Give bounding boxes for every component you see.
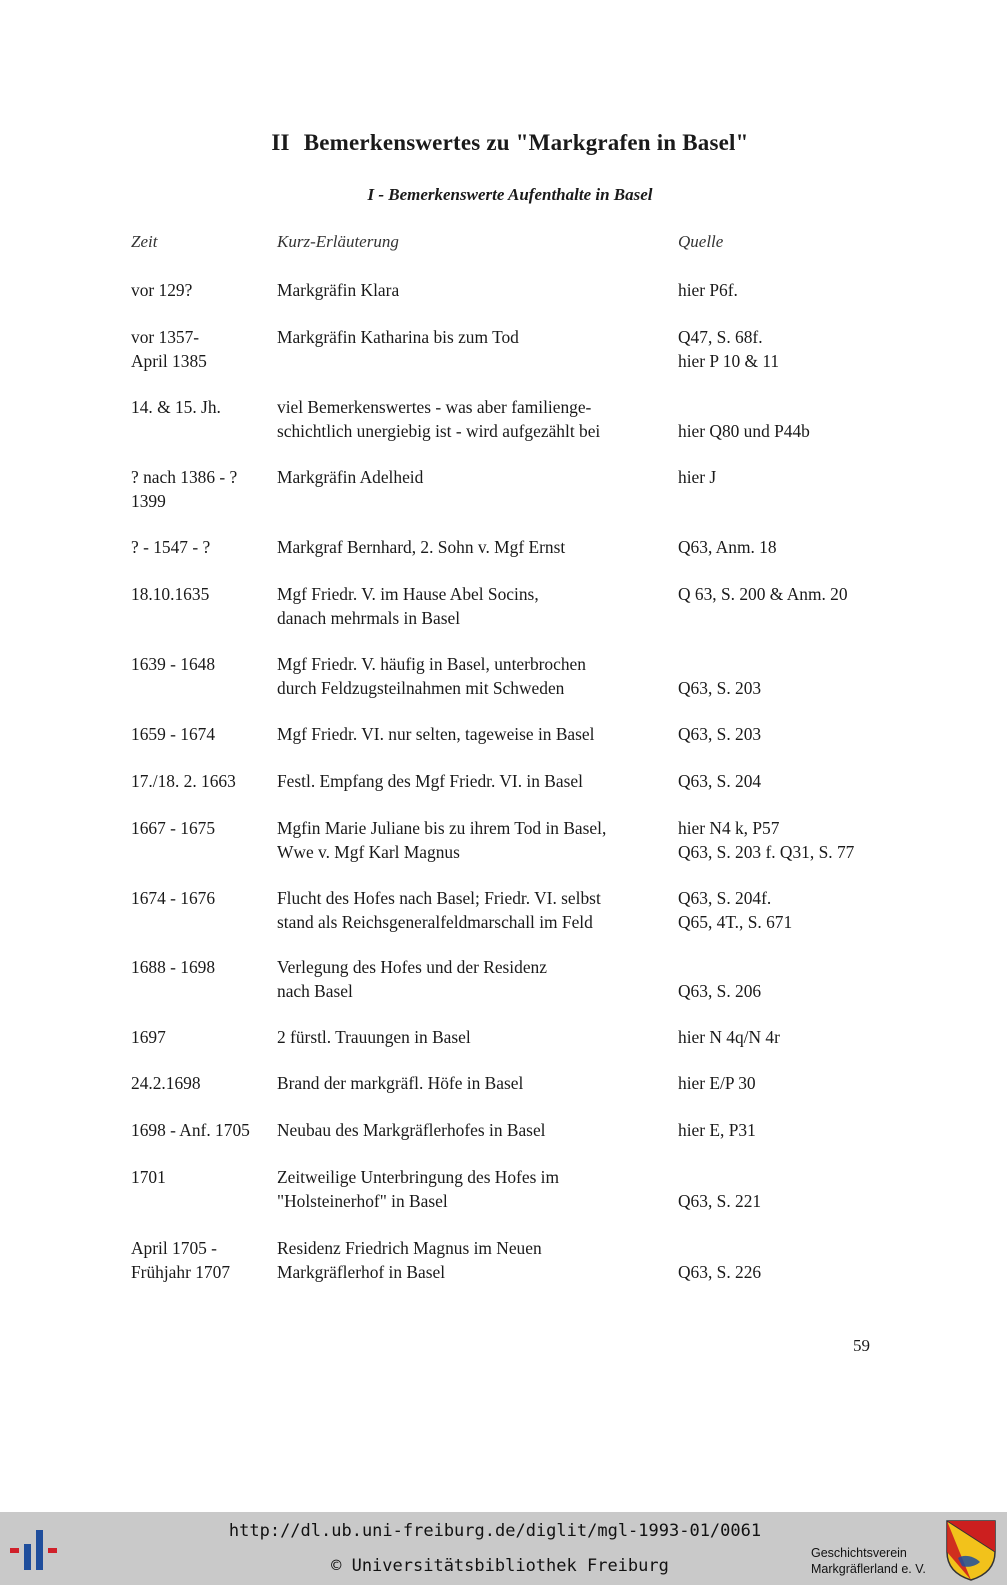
- page-number: 59: [853, 1336, 870, 1355]
- cell-erlaeuterung-line: durch Feldzugsteilnahmen mit Schweden: [277, 677, 565, 698]
- cell-zeit: [131, 396, 221, 420]
- cell-erlaeuterung: [277, 1072, 523, 1096]
- cell-quelle: [678, 956, 761, 1003]
- cell-zeit-line: 24.2.1698: [131, 1073, 201, 1093]
- cell-quelle-line: hier P6f.: [678, 280, 738, 300]
- cell-erlaeuterung-line: Markgräfin Klara: [277, 280, 400, 300]
- cell-quelle-line: Q63, S. 204: [678, 771, 762, 791]
- cell-zeit: [131, 1072, 201, 1096]
- cell-erlaeuterung: [277, 887, 601, 934]
- cell-erlaeuterung-line: Residenz Friedrich Magnus im Neuen: [277, 1238, 542, 1258]
- cell-erlaeuterung-line: Mgf Friedr. VI. nur selten, tageweise in Basel: [277, 724, 595, 744]
- cell-zeit-line: 1698 - Anf. 1705: [131, 1120, 250, 1140]
- cell-quelle: [678, 770, 761, 794]
- cell-quelle: [678, 279, 738, 303]
- cell-erlaeuterung-line: Mgf Friedr. V. im Hause Abel Socins,: [277, 584, 539, 604]
- cell-erlaeuterung: [277, 956, 547, 1003]
- cell-erlaeuterung: [277, 536, 565, 560]
- cell-quelle: [678, 887, 792, 934]
- cell-erlaeuterung-line: Mgf Friedr. V. häufig in Basel, unterbrochen: [277, 654, 586, 674]
- cell-zeit-line: ? nach 1386 - ?: [131, 467, 238, 487]
- cell-quelle-line: [678, 956, 761, 980]
- cell-zeit-line: 18.10.1635: [131, 584, 210, 604]
- cell-quelle: [678, 583, 848, 607]
- cell-quelle-line: [678, 1237, 761, 1261]
- cell-zeit: [131, 326, 207, 373]
- cell-quelle-line: Q63, S. 206: [678, 980, 762, 1001]
- cell-erlaeuterung: [277, 1166, 559, 1213]
- cell-quelle: [678, 1119, 756, 1143]
- cell-quelle-line: hier P 10 & 11: [678, 350, 780, 371]
- cell-erlaeuterung-line: Markgräfin Katharina bis zum Tod: [277, 327, 519, 347]
- cell-zeit: [131, 466, 237, 513]
- cell-erlaeuterung-line: viel Bemerkenswertes - was aber familienge-: [277, 397, 592, 417]
- cell-quelle-line: hier E, P31: [678, 1120, 756, 1140]
- cell-erlaeuterung-line: nach Basel: [277, 980, 353, 1001]
- cell-quelle-line: hier E/P 30: [678, 1073, 756, 1093]
- cell-erlaeuterung-line: stand als Reichsgeneralfeldmarschall im Feld: [277, 911, 593, 932]
- cell-erlaeuterung: [277, 583, 539, 630]
- header-erlaeuterung: Kurz-Erläuterung: [277, 232, 399, 251]
- cell-erlaeuterung-line: danach mehrmals in Basel: [277, 607, 461, 628]
- cell-erlaeuterung-line: Wwe v. Mgf Karl Magnus: [277, 841, 460, 862]
- footer-bar: [0, 1512, 1007, 1585]
- cell-erlaeuterung: [277, 279, 399, 303]
- cell-quelle: [678, 326, 779, 373]
- cell-erlaeuterung: [277, 723, 594, 747]
- cell-erlaeuterung: [277, 326, 519, 350]
- cell-zeit: [131, 1237, 230, 1284]
- footer-url[interactable]: http://dl.ub.uni-freiburg.de/diglit/mgl-1993-01/0061: [228, 1521, 762, 1541]
- cell-quelle: [678, 723, 761, 747]
- cell-quelle: [678, 817, 854, 864]
- cell-quelle: [678, 1026, 780, 1050]
- cell-quelle-line: [678, 396, 810, 420]
- cell-zeit-line: Frühjahr 1707: [131, 1261, 231, 1282]
- cell-zeit: [131, 279, 192, 303]
- cell-erlaeuterung-line: Zeitweilige Unterbringung des Hofes im: [277, 1167, 560, 1187]
- cell-erlaeuterung: [277, 653, 586, 700]
- page-title: [0, 130, 1007, 156]
- cell-erlaeuterung: [277, 1026, 471, 1050]
- cell-erlaeuterung-line: Markgräfin Adelheid: [277, 467, 424, 487]
- cell-zeit-line: 1697: [131, 1027, 166, 1047]
- cell-zeit: [131, 956, 215, 980]
- cell-zeit: [131, 1119, 250, 1143]
- cell-zeit-line: vor 129?: [131, 280, 193, 300]
- cell-zeit-line: 1639 - 1648: [131, 654, 216, 674]
- cell-quelle: [678, 1166, 761, 1213]
- cell-erlaeuterung-line: 2 fürstl. Trauungen in Basel: [277, 1027, 471, 1047]
- cell-zeit: [131, 583, 209, 607]
- cell-zeit-line: April 1705 -: [131, 1238, 217, 1258]
- cell-zeit: [131, 1166, 166, 1190]
- cell-quelle-line: Q63, Anm. 18: [678, 537, 777, 557]
- cell-erlaeuterung-line: "Holsteinerhof" in Basel: [277, 1190, 448, 1211]
- cell-zeit-line: 1701: [131, 1167, 166, 1187]
- title-text: Bemerkenswertes zu "Markgrafen in Basel": [303, 130, 749, 155]
- cell-zeit: [131, 817, 215, 841]
- cell-erlaeuterung-line: Neubau des Markgräflerhofes in Basel: [277, 1120, 546, 1140]
- cell-erlaeuterung: [277, 770, 583, 794]
- cell-quelle-line: hier J: [678, 467, 717, 487]
- cell-zeit-line: vor 1357-: [131, 327, 200, 347]
- cell-quelle-line: Q 63, S. 200 & Anm. 20: [678, 584, 848, 604]
- footer-society: [811, 1545, 926, 1577]
- cell-quelle: [678, 466, 716, 490]
- cell-quelle-line: [678, 1166, 761, 1190]
- cell-zeit: [131, 887, 215, 911]
- cell-quelle-line: Q47, S. 68f.: [678, 327, 763, 347]
- cell-zeit-line: 1659 - 1674: [131, 724, 216, 744]
- cell-erlaeuterung-line: Mgfin Marie Juliane bis zu ihrem Tod in Basel,: [277, 818, 607, 838]
- cell-quelle: [678, 653, 761, 700]
- cell-quelle-line: hier N 4q/N 4r: [678, 1027, 780, 1047]
- cell-quelle-line: [678, 653, 761, 677]
- cell-zeit: [131, 653, 215, 677]
- cell-erlaeuterung: [277, 396, 600, 443]
- header-quelle: Quelle: [678, 232, 724, 251]
- cell-zeit-line: 1688 - 1698: [131, 957, 216, 977]
- cell-quelle: [678, 396, 810, 443]
- footer-library: © Universitätsbibliothek Freiburg: [331, 1556, 669, 1576]
- cell-zeit-line: 1399: [131, 490, 166, 511]
- cell-quelle: [678, 1072, 756, 1096]
- cell-zeit: [131, 723, 215, 747]
- cell-zeit: [131, 770, 236, 794]
- cell-erlaeuterung-line: Flucht des Hofes nach Basel; Friedr. VI. selbst: [277, 888, 601, 908]
- cell-zeit: [131, 1026, 166, 1050]
- cell-zeit-line: April 1385: [131, 350, 207, 371]
- cell-quelle-line: hier Q80 und P44b: [678, 420, 810, 441]
- society-line2: Markgräflerland e. V.: [811, 1562, 926, 1576]
- cell-quelle: [678, 536, 777, 560]
- cell-zeit-line: 14. & 15. Jh.: [131, 397, 221, 417]
- cell-quelle-line: Q63, S. 221: [678, 1190, 762, 1211]
- cell-erlaeuterung: [277, 1237, 542, 1284]
- cell-quelle-line: Q63, S. 203: [678, 677, 762, 698]
- cell-quelle-line: Q65, 4T., S. 671: [678, 911, 793, 932]
- cell-quelle-line: Q63, S. 226: [678, 1261, 762, 1282]
- cell-zeit-line: 1674 - 1676: [131, 888, 216, 908]
- cell-erlaeuterung: [277, 1119, 546, 1143]
- cell-erlaeuterung-line: Verlegung des Hofes und der Residenz: [277, 957, 547, 977]
- society-line1: Geschichtsverein: [811, 1546, 907, 1560]
- cell-erlaeuterung-line: Festl. Empfang des Mgf Friedr. VI. in Basel: [277, 771, 583, 791]
- cell-zeit-line: ? - 1547 - ?: [131, 537, 211, 557]
- cell-quelle-line: hier N4 k, P57: [678, 818, 780, 838]
- cell-erlaeuterung-line: Brand der markgräfl. Höfe in Basel: [277, 1073, 524, 1093]
- cell-erlaeuterung: [277, 817, 606, 864]
- header-zeit: Zeit: [131, 232, 158, 251]
- title-number: II: [271, 130, 290, 155]
- cell-erlaeuterung-line: Markgräflerhof in Basel: [277, 1261, 446, 1282]
- cell-quelle-line: Q63, S. 204f.: [678, 888, 772, 908]
- cell-quelle: [678, 1237, 761, 1284]
- cell-erlaeuterung-line: schichtlich unergiebig ist - wird aufgezählt bei: [277, 420, 601, 441]
- cell-erlaeuterung: [277, 466, 423, 490]
- cell-zeit: [131, 536, 210, 560]
- cell-quelle-line: Q63, S. 203: [678, 724, 762, 744]
- cell-zeit-line: 17./18. 2. 1663: [131, 771, 236, 791]
- cell-quelle-line: Q63, S. 203 f. Q31, S. 77: [678, 841, 855, 862]
- page-subtitle: I - Bemerkenswerte Aufenthalte in Basel: [367, 185, 653, 204]
- cell-erlaeuterung-line: Markgraf Bernhard, 2. Sohn v. Mgf Ernst: [277, 537, 566, 557]
- coat-of-arms-icon: [944, 1518, 998, 1582]
- cell-zeit-line: 1667 - 1675: [131, 818, 216, 838]
